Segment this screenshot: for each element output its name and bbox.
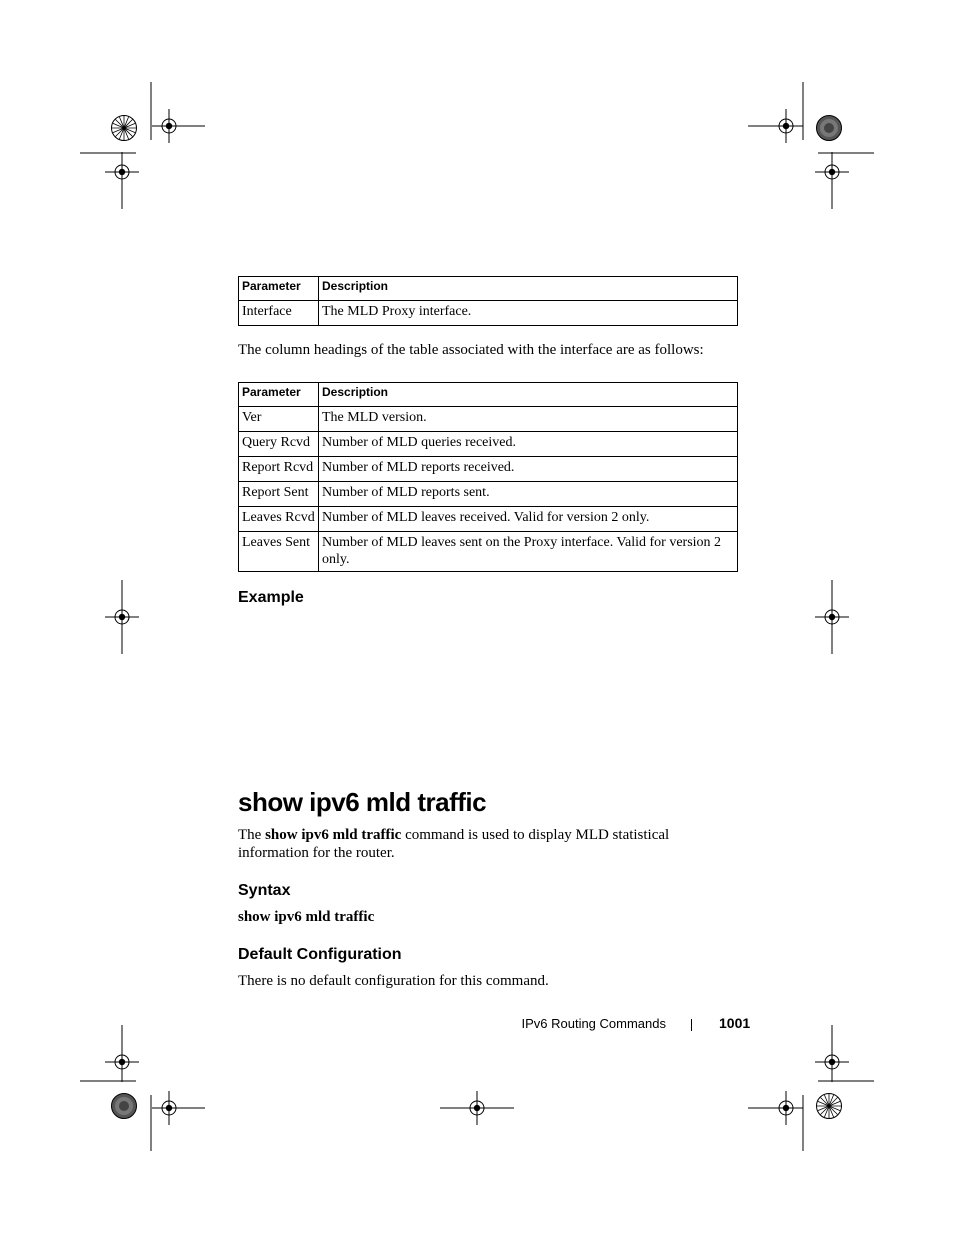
table-cell: Number of MLD leaves sent on the Proxy interface. Valid for version 2 only. <box>319 532 738 572</box>
table-cell: Report Sent <box>239 482 319 507</box>
table-cell: Query Rcvd <box>239 432 319 457</box>
table-cell: Number of MLD leaves received. Valid for version 2 only. <box>319 507 738 532</box>
description-text: command is used to display MLD statistical information for the router. <box>238 827 670 861</box>
table-row <box>239 301 738 326</box>
footer-separator <box>691 1019 692 1031</box>
table-row <box>239 482 738 507</box>
table-cell: Number of MLD queries received. <box>319 432 738 457</box>
column-header: Parameter <box>239 383 319 407</box>
table-header-row <box>239 277 738 301</box>
table-header-row <box>239 383 738 407</box>
interface-parameter-table <box>238 276 738 326</box>
default-configuration-heading: Default Configuration <box>238 946 402 963</box>
table-cell: Interface <box>239 301 319 326</box>
description-paragraph <box>238 826 708 862</box>
column-header: Description <box>319 383 738 407</box>
table-cell: The MLD version. <box>319 407 738 432</box>
table-row <box>239 457 738 482</box>
table-cell: The MLD Proxy interface. <box>319 301 738 326</box>
table-row <box>239 507 738 532</box>
default-configuration-text: There is no default configuration for this command. <box>238 973 549 989</box>
table-row <box>239 532 738 572</box>
table-row <box>239 432 738 457</box>
table-cell: Leaves Rcvd <box>239 507 319 532</box>
table-cell: Number of MLD reports received. <box>319 457 738 482</box>
column-headings-table <box>238 382 738 572</box>
table-row <box>239 407 738 432</box>
example-heading: Example <box>238 589 304 606</box>
description-text: The <box>238 827 266 843</box>
footer-section-title: IPv6 Routing Commands <box>521 1016 666 1031</box>
table-cell: Leaves Sent <box>239 532 319 572</box>
column-header: Parameter <box>239 277 319 301</box>
page-number: 1001 <box>719 1015 751 1031</box>
column-header: Description <box>319 277 738 301</box>
command-title: show ipv6 mld traffic <box>238 787 487 817</box>
table-cell: Report Rcvd <box>239 457 319 482</box>
syntax-command: show ipv6 mld traffic <box>238 909 375 925</box>
syntax-heading: Syntax <box>238 882 291 899</box>
table-cell: Ver <box>239 407 319 432</box>
description-command: show ipv6 mld traffic <box>265 827 402 843</box>
table-cell: Number of MLD reports sent. <box>319 482 738 507</box>
intro-paragraph: The column headings of the table associated with the interface are as follows: <box>238 342 704 358</box>
